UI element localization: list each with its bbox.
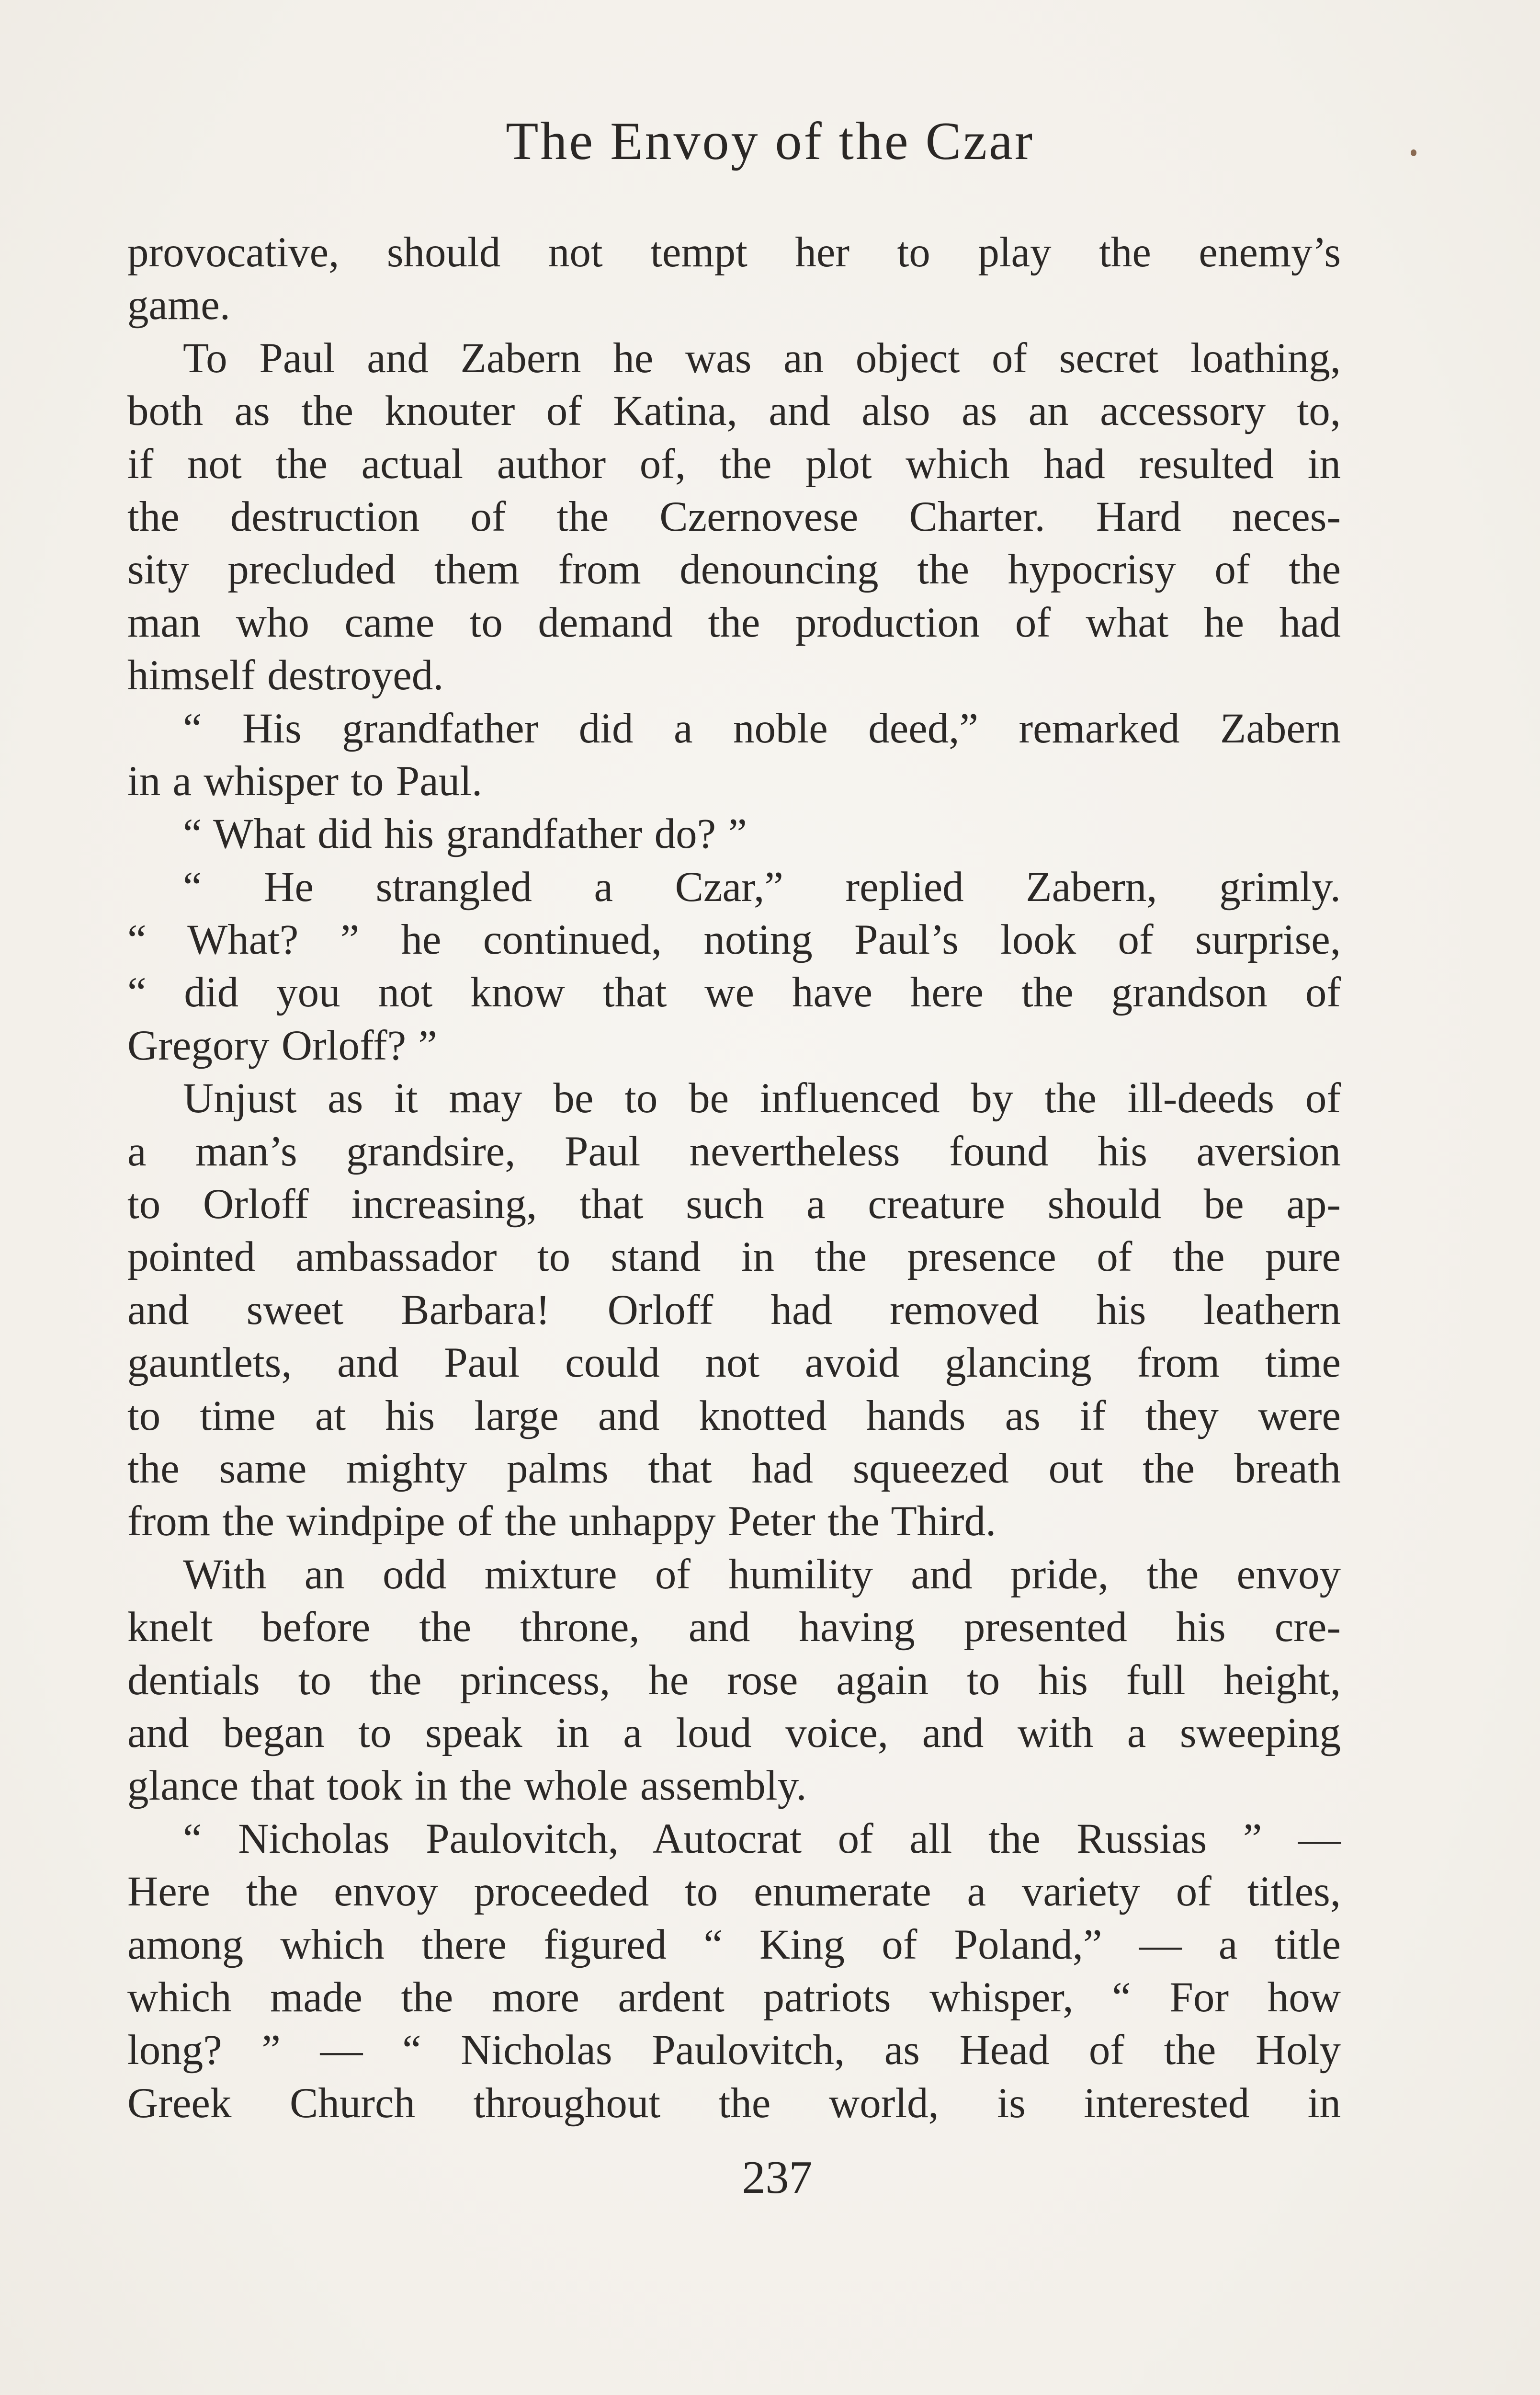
text-line: “ did you not know that we have here the grandson of [127,969,1341,1016]
ink-speck [1411,149,1416,156]
text-line: to Orloff increasing, that such a creature should be ap- [127,1181,1341,1228]
body-text [127,226,1341,2130]
text-line: both as the knouter of Katina, and also as an accessory to, [127,388,1341,435]
text-line: a man’s grandsire, Paul nevertheless found his aversion [127,1128,1341,1175]
text-line: Unjust as it may be to be influenced by the ill-deeds of [183,1075,1341,1122]
text-line: “ He strangled a Czar,” replied Zabern, grimly. [183,863,1341,911]
text-line: dentials to the princess, he rose again to his full height, [127,1656,1341,1704]
text-line: To Paul and Zabern he was an object of secret loathing, [183,334,1341,382]
text-line: glance that took in the whole assembly. [127,1762,807,1810]
text-line: “ His grandfather did a noble deed,” remarked Zabern [183,705,1341,752]
text-line: gauntlets, and Paul could not avoid glancing from time [127,1339,1341,1387]
text-line: “ Nicholas Paulovitch, Autocrat of all the Russias ” — [183,1815,1341,1862]
running-head: The Envoy of the Czar [505,112,1035,171]
text-line: provocative, should not tempt her to play the enemy’s [127,229,1341,276]
text-line: from the windpipe of the unhappy Peter the Third. [127,1498,996,1545]
text-line: “ What? ” he continued, noting Paul’s look of surprise, [127,916,1341,964]
text-line: man who came to demand the production of what he had [127,599,1341,646]
text-line: pointed ambassador to stand in the presence of the pure [127,1233,1341,1281]
text-line: to time at his large and knotted hands as if they were [127,1392,1341,1439]
text-line: among which there figured “ King of Poland,” — a title [127,1921,1341,1968]
text-line: himself destroyed. [127,652,444,699]
text-line: Gregory Orloff? ” [127,1022,437,1069]
text-line: “ What did his grandfather do? ” [183,810,747,858]
text-line: knelt before the throne, and having presented his cre- [127,1604,1341,1651]
text-line: long? ” — “ Nicholas Paulovitch, as Head of the Holy [127,2027,1341,2074]
text-line: and sweet Barbara! Orloff had removed his leathern [127,1286,1341,1334]
text-line: in a whisper to Paul. [127,757,483,805]
text-line: game. [127,282,230,329]
text-line: which made the more ardent patriots whisper, “ For how [127,1973,1341,2021]
text-line: Here the envoy proceeded to enumerate a variety of titles, [127,1868,1341,1916]
text-line: the same mighty palms that had squeezed out the breath [127,1445,1341,1492]
text-line: Greek Church throughout the world, is interested in [127,2079,1341,2127]
page-number: 237 [742,2152,813,2203]
text-line: if not the actual author of, the plot which had resulted in [127,440,1341,488]
text-line: the destruction of the Czernovese Charter. Hard neces- [127,493,1341,540]
text-line: and began to speak in a loud voice, and with a sweeping [127,1709,1341,1756]
text-line: With an odd mixture of humility and pride, the envoy [183,1551,1341,1598]
text-line: sity precluded them from denouncing the hypocrisy of the [127,546,1341,593]
